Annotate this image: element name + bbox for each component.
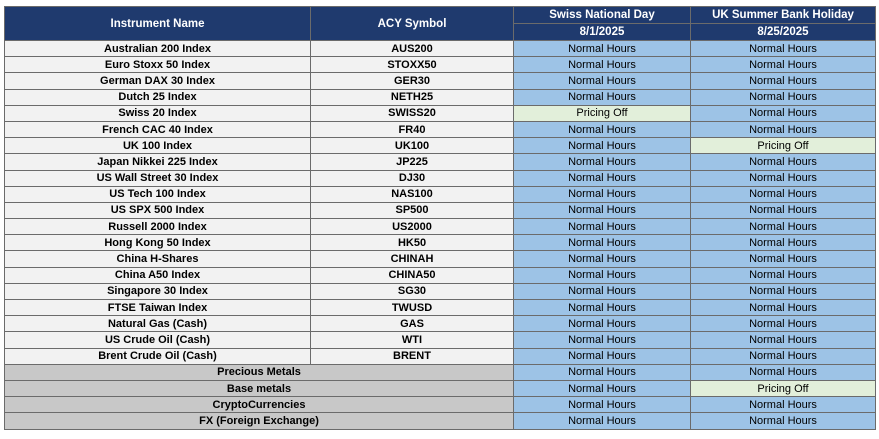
table-row (5, 105, 876, 121)
table-row (5, 219, 876, 235)
instrument-name-cell: US Tech 100 Index (5, 186, 311, 202)
holiday1-status-cell: Normal Hours (514, 300, 691, 316)
holiday2-status-cell: Normal Hours (691, 316, 876, 332)
holiday1-status-cell: Pricing Off (514, 105, 691, 121)
table-row (5, 300, 876, 316)
instrument-name-cell: UK 100 Index (5, 138, 311, 154)
holiday2-status-cell: Normal Hours (691, 170, 876, 186)
table-row (5, 170, 876, 186)
instrument-name-cell: Euro Stoxx 50 Index (5, 57, 311, 73)
acy-symbol-cell: STOXX50 (311, 57, 514, 73)
header-row (5, 7, 876, 24)
group-name-cell: Base metals (5, 380, 514, 396)
table-row (5, 89, 876, 105)
acy-symbol-cell: GAS (311, 316, 514, 332)
acy-symbol-cell: SP500 (311, 202, 514, 218)
instrument-name-cell: Russell 2000 Index (5, 219, 311, 235)
holiday1-status-cell: Normal Hours (514, 138, 691, 154)
acy-symbol-cell: CHINA50 (311, 267, 514, 283)
holiday1-status-cell: Normal Hours (514, 73, 691, 89)
acy-symbol-cell: CHINAH (311, 251, 514, 267)
holiday1-status-cell: Normal Hours (514, 380, 691, 396)
acy-symbol-cell: UK100 (311, 138, 514, 154)
holiday1-status-cell: Normal Hours (514, 41, 691, 57)
acy-symbol-cell: AUS200 (311, 41, 514, 57)
group-name-cell: CryptoCurrencies (5, 397, 514, 413)
table-row (5, 283, 876, 299)
table-row (5, 235, 876, 251)
holiday2-status-cell: Normal Hours (691, 364, 876, 380)
acy-symbol-header: ACY Symbol (311, 7, 514, 41)
holiday2-status-cell: Normal Hours (691, 348, 876, 364)
acy-symbol-cell: US2000 (311, 219, 514, 235)
instrument-name-cell: Japan Nikkei 225 Index (5, 154, 311, 170)
holiday2-status-cell: Pricing Off (691, 138, 876, 154)
group-row (5, 364, 876, 380)
instrument-name-cell: Australian 200 Index (5, 41, 311, 57)
holiday1-status-cell: Normal Hours (514, 170, 691, 186)
holiday2-date-header: 8/25/2025 (691, 24, 876, 41)
instrument-name-cell: FTSE Taiwan Index (5, 300, 311, 316)
instrument-name-cell: Dutch 25 Index (5, 89, 311, 105)
table-row (5, 138, 876, 154)
group-row (5, 380, 876, 396)
group-name-cell: Precious Metals (5, 364, 514, 380)
table-row (5, 316, 876, 332)
acy-symbol-cell: FR40 (311, 121, 514, 137)
acy-symbol-cell: DJ30 (311, 170, 514, 186)
acy-symbol-cell: WTI (311, 332, 514, 348)
holiday2-status-cell: Normal Hours (691, 202, 876, 218)
instrument-name-cell: Hong Kong 50 Index (5, 235, 311, 251)
holiday2-status-cell: Normal Hours (691, 332, 876, 348)
holiday1-status-cell: Normal Hours (514, 283, 691, 299)
table-row (5, 186, 876, 202)
holiday2-status-cell: Normal Hours (691, 267, 876, 283)
holiday1-status-cell: Normal Hours (514, 364, 691, 380)
holiday1-status-cell: Normal Hours (514, 57, 691, 73)
holiday2-status-cell: Normal Hours (691, 186, 876, 202)
group-name-cell: FX (Foreign Exchange) (5, 413, 514, 429)
holiday1-status-cell: Normal Hours (514, 154, 691, 170)
holiday2-status-cell: Normal Hours (691, 219, 876, 235)
holiday1-status-cell: Normal Hours (514, 397, 691, 413)
holiday1-status-cell: Normal Hours (514, 121, 691, 137)
holiday1-status-cell: Normal Hours (514, 413, 691, 429)
instrument-name-cell: US Wall Street 30 Index (5, 170, 311, 186)
holiday1-status-cell: Normal Hours (514, 267, 691, 283)
instrument-name-cell: China A50 Index (5, 267, 311, 283)
table-row (5, 267, 876, 283)
instrument-name-cell: Singapore 30 Index (5, 283, 311, 299)
holiday2-status-cell: Normal Hours (691, 57, 876, 73)
acy-symbol-cell: NETH25 (311, 89, 514, 105)
acy-symbol-cell: SG30 (311, 283, 514, 299)
holiday1-status-cell: Normal Hours (514, 332, 691, 348)
holiday1-status-cell: Normal Hours (514, 316, 691, 332)
table-row (5, 57, 876, 73)
instrument-name-cell: Brent Crude Oil (Cash) (5, 348, 311, 364)
instrument-name-cell: German DAX 30 Index (5, 73, 311, 89)
group-row (5, 413, 876, 429)
holiday2-status-cell: Normal Hours (691, 105, 876, 121)
instrument-name-cell: US SPX 500 Index (5, 202, 311, 218)
table-row (5, 202, 876, 218)
group-row (5, 397, 876, 413)
holiday2-status-cell: Normal Hours (691, 89, 876, 105)
holiday-trading-hours-table (4, 6, 876, 430)
holiday2-status-cell: Normal Hours (691, 283, 876, 299)
instrument-name-header: Instrument Name (5, 7, 311, 41)
acy-symbol-cell: NAS100 (311, 186, 514, 202)
holiday1-status-cell: Normal Hours (514, 202, 691, 218)
holiday2-status-cell: Normal Hours (691, 154, 876, 170)
holiday1-status-cell: Normal Hours (514, 186, 691, 202)
instrument-name-cell: US Crude Oil (Cash) (5, 332, 311, 348)
holiday2-status-cell: Normal Hours (691, 413, 876, 429)
holiday2-status-cell: Normal Hours (691, 235, 876, 251)
table-row (5, 41, 876, 57)
holiday-schedule (4, 6, 876, 430)
holiday1-status-cell: Normal Hours (514, 251, 691, 267)
instrument-name-cell: French CAC 40 Index (5, 121, 311, 137)
table-body (5, 41, 876, 430)
acy-symbol-cell: SWISS20 (311, 105, 514, 121)
table-row (5, 332, 876, 348)
acy-symbol-cell: TWUSD (311, 300, 514, 316)
holiday2-status-cell: Normal Hours (691, 73, 876, 89)
holiday2-status-cell: Normal Hours (691, 251, 876, 267)
holiday1-name-header: Swiss National Day (514, 7, 691, 24)
holiday2-status-cell: Normal Hours (691, 397, 876, 413)
acy-symbol-cell: JP225 (311, 154, 514, 170)
table-row (5, 154, 876, 170)
acy-symbol-cell: GER30 (311, 73, 514, 89)
table-row (5, 348, 876, 364)
holiday2-status-cell: Normal Hours (691, 300, 876, 316)
holiday2-status-cell: Normal Hours (691, 41, 876, 57)
holiday1-status-cell: Normal Hours (514, 89, 691, 105)
acy-symbol-cell: HK50 (311, 235, 514, 251)
holiday2-name-header: UK Summer Bank Holiday (691, 7, 876, 24)
holiday2-status-cell: Pricing Off (691, 380, 876, 396)
holiday1-status-cell: Normal Hours (514, 219, 691, 235)
holiday1-status-cell: Normal Hours (514, 235, 691, 251)
table-row (5, 251, 876, 267)
table-row (5, 121, 876, 137)
holiday1-status-cell: Normal Hours (514, 348, 691, 364)
holiday1-date-header: 8/1/2025 (514, 24, 691, 41)
acy-symbol-cell: BRENT (311, 348, 514, 364)
table-row (5, 73, 876, 89)
holiday2-status-cell: Normal Hours (691, 121, 876, 137)
instrument-name-cell: Natural Gas (Cash) (5, 316, 311, 332)
instrument-name-cell: China H-Shares (5, 251, 311, 267)
instrument-name-cell: Swiss 20 Index (5, 105, 311, 121)
